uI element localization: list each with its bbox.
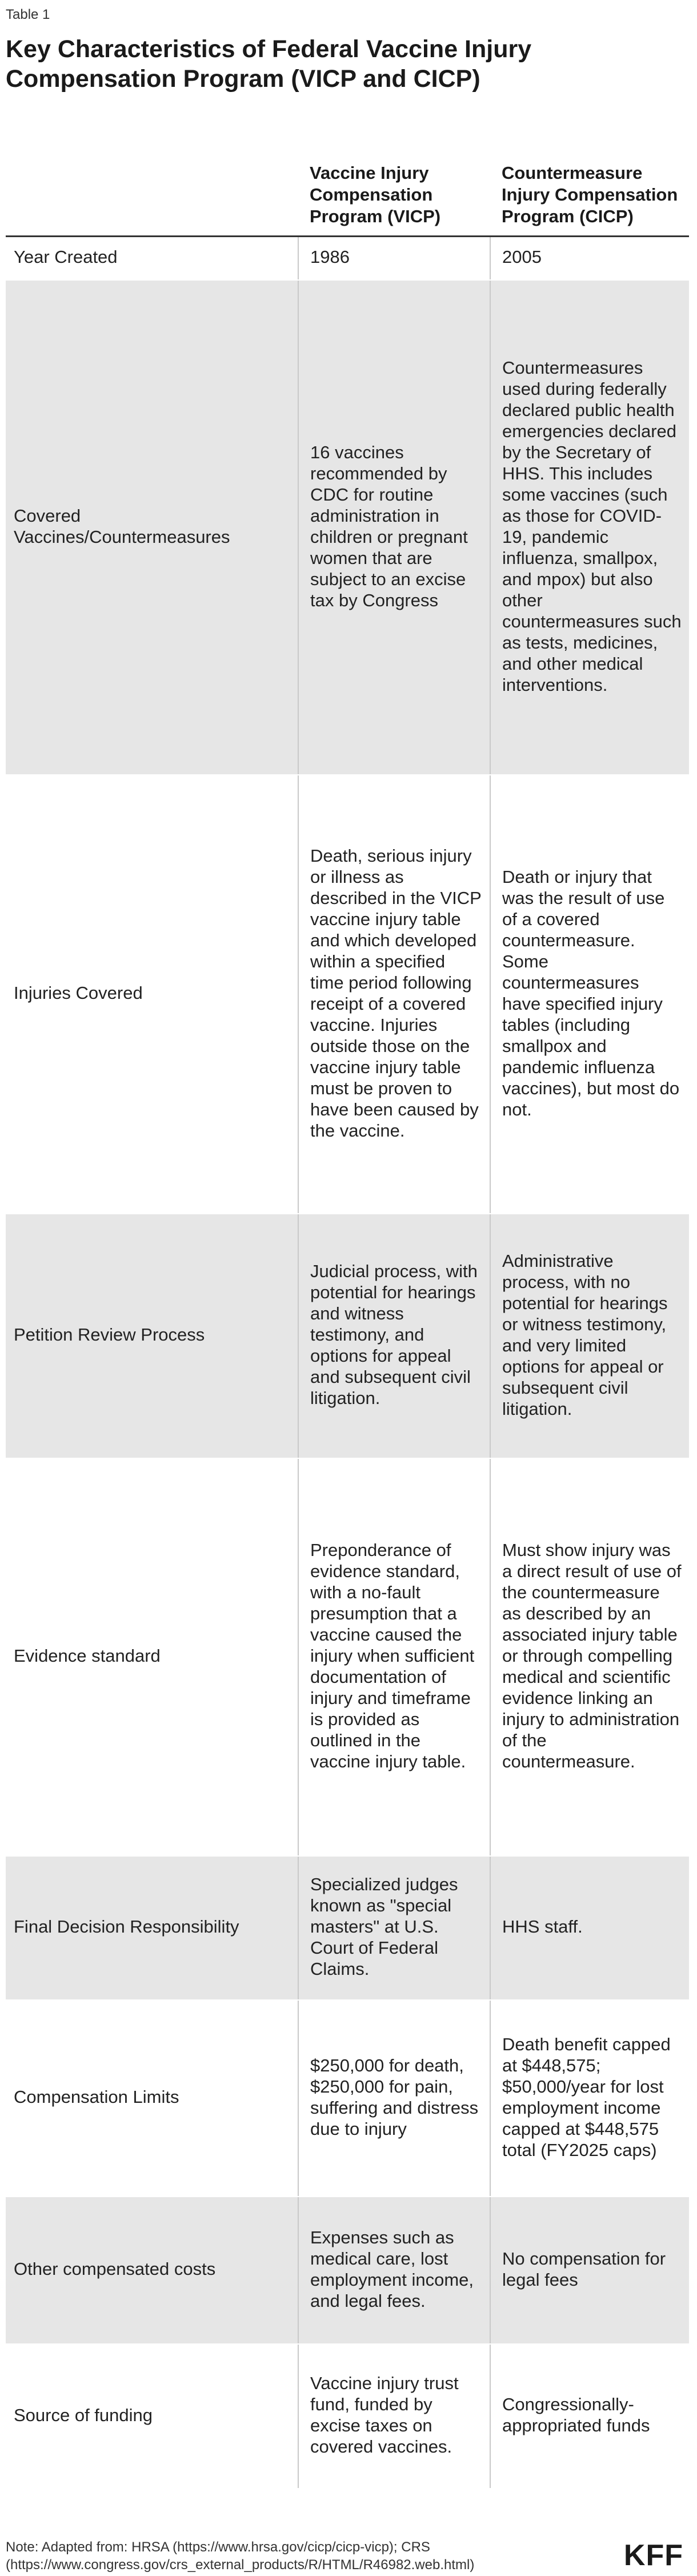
table-title: Key Characteristics of Federal Vaccine Injury Compensation Program (VICP and CICP) (6, 35, 532, 93)
row-label: Year Created (6, 237, 298, 280)
source-note: Note: Adapted from: HRSA (https://www.hrsa.gov/cicp/cicp-vicp); CRS (https://www.congress.gov/crs_external_products/R/HTML/R46982.web.html) (6, 2539, 475, 2573)
table-row (6, 237, 689, 280)
header-vicp: Vaccine Injury Compensation Program (VICP) (298, 126, 490, 237)
table-row (6, 1214, 689, 1458)
row-label: Petition Review Process (6, 1214, 298, 1458)
row-label: Injuries Covered (6, 775, 298, 1214)
vicp-cell: Specialized judges known as "special masters" at U.S. Court of Federal Claims. (298, 1856, 490, 2000)
header-cicp: Countermeasure Injury Compensation Program (CICP) (490, 126, 689, 237)
vicp-cell: Death, serious injury or illness as described in the VICP vaccine injury table and which developed within a specified time period following receipt of a covered vaccine. Injuries outside those on the vaccine injury table must be proven to have been caused by the vaccine. (298, 775, 490, 1214)
vicp-cell: $250,000 for death, $250,000 for pain, suffering and distress due to injury (298, 2000, 490, 2197)
table-row (6, 2197, 689, 2344)
row-label: Final Decision Responsibility (6, 1856, 298, 2000)
table-number-label: Table 1 (6, 7, 50, 22)
header-blank (6, 126, 298, 237)
kff-logo: KFF (623, 2539, 683, 2572)
cicp-cell: Death benefit capped at $448,575; $50,000/year for lost employment income capped at $448,575 total (FY2025 caps) (490, 2000, 689, 2197)
cicp-cell: 2005 (490, 237, 689, 280)
cicp-cell: HHS staff. (490, 1856, 689, 2000)
cicp-cell: Death or injury that was the result of use of a covered countermeasure. Some countermeasures have specified injury tables (including smallpox and pandemic influenza vaccines), but most do not. (490, 775, 689, 1214)
row-label: Source of funding (14, 2405, 153, 2425)
vicp-cell: 16 vaccines recommended by CDC for routine administration in children or pregnant women that are subject to an excise tax by Congress (298, 280, 490, 775)
vicp-cell: Vaccine injury trust fund, funded by excise taxes on covered vaccines. (298, 2344, 490, 2488)
cicp-cell: Congressionally-appropriated funds (502, 2394, 650, 2435)
vicp-cell: Preponderance of evidence standard, with a no-fault presumption that a vaccine caused the injury when sufficient documentation of injury and timeframe is provided as outlined in the vaccine injury table. (298, 1458, 490, 1856)
vicp-cell: 1986 (298, 237, 490, 280)
table-row (6, 1856, 689, 2000)
row-label: Covered Vaccines/Countermeasures (6, 280, 298, 775)
header-row (6, 126, 689, 237)
table-row (6, 2344, 689, 2488)
cicp-cell: Must show injury was a direct result of use of the countermeasure as described by an associated injury table or through compelling medical and scientific evidence linking an injury to administration of the countermeasure. (490, 1458, 689, 1856)
cicp-cell: Administrative process, with no potential for hearings or witness testimony, and very limited options for appeal or subsequent civil litigation. (490, 1214, 689, 1458)
row-label: Other compensated costs (6, 2197, 298, 2344)
cicp-cell: No compensation for legal fees (490, 2197, 689, 2344)
comparison-table (6, 126, 689, 2488)
table-row (6, 1458, 689, 1856)
table-row (6, 2000, 689, 2197)
row-label: Evidence standard (6, 1458, 298, 1856)
table-row (6, 280, 689, 775)
cicp-cell: Countermeasures used during federally declared public health emergencies declared by the Secretary of HHS. This includes some vaccines (such as those for COVID-19, pandemic influenza, smallpox, and mpox) but also other countermeasures such as tests, medicines, and other medical interventions. (490, 280, 689, 775)
vicp-cell: Expenses such as medical care, lost employment income, and legal fees. (298, 2197, 490, 2344)
table-row (6, 775, 689, 1214)
vicp-cell: Judicial process, with potential for hearings and witness testimony, and options for appeal and subsequent civil litigation. (298, 1214, 490, 1458)
row-label: Compensation Limits (6, 2000, 298, 2197)
